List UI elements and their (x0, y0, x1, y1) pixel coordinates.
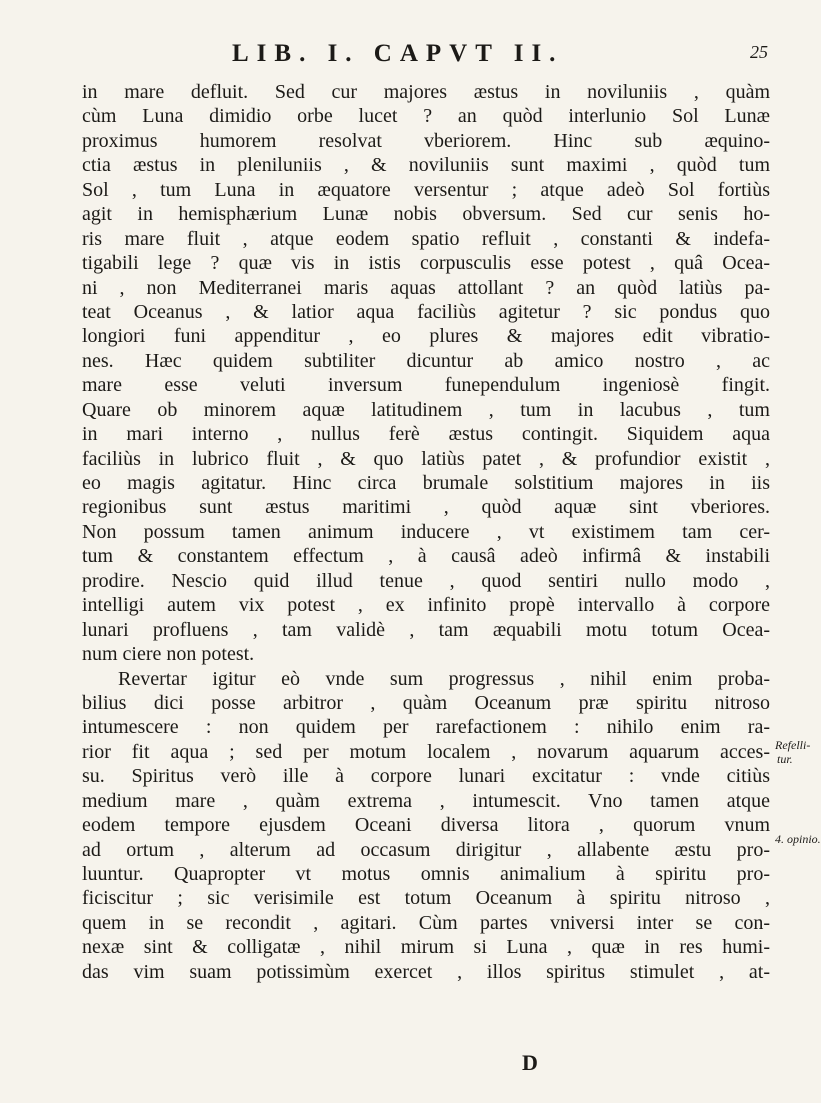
margin-note-refellitur: Refelli- (775, 738, 811, 752)
text-line: intelligi autem vix potest , ex infinito propè intervallo à corpore (82, 594, 770, 617)
text-line: ad ortum , alterum ad occasum dirigitur , allabente æstu pro- (82, 838, 770, 861)
text-line: ficiscitur ; sic verisimile est totum Oceanum à spiritu nitroso , (82, 887, 770, 910)
text-line: prodire. Nescio quid illud tenue , quod sentiri nullo modo , (82, 569, 770, 592)
page-number: 25 (750, 42, 768, 62)
text-line: Non possum tamen animum inducere , vt existimem tam cer- (82, 520, 770, 543)
text-line: nes. Hæc quidem subtiliter dicuntur ab amico nostro , ac (82, 349, 770, 372)
text-line: Revertar igitur eò vnde sum progressus , nihil enim proba- (118, 667, 770, 690)
text-line: cùm Luna dimidio orbe lucet ? an quòd interlunio Sol Lunæ (82, 105, 770, 128)
text-line: tigabili lege ? quæ vis in istis corpusculis esse potest , quâ Ocea- (82, 252, 770, 275)
text-line: nexæ sint & colligatæ , nihil mirum si Luna , quæ in res humi- (82, 936, 770, 959)
text-line: medium mare , quàm extrema , intumescit. Vno tamen atque (82, 789, 770, 812)
text-line: luuntur. Quapropter vt motus omnis animalium à spiritu pro- (82, 863, 770, 885)
text-line: bilius dici posse arbitror , quàm Oceanum præ spiritu nitroso (82, 691, 770, 714)
text-line: in mare defluit. Sed cur majores æstus in noviluniis , quàm (82, 81, 770, 103)
text-line: tum & constantem effectum , à causâ adeò infirmâ & instabili (82, 545, 770, 568)
text-line: lunari profluens , tam validè , tam æquabili motu totum Ocea- (82, 618, 770, 641)
text-line: das vim suam potissimùm exercet , illos spiritus stimulet , at- (82, 960, 770, 983)
text-line: su. Spiritus verò ille à corpore lunari excitatur : vnde citiùs (82, 765, 770, 788)
text-line: longiori funi appenditur , eo plures & majores edit vibratio- (82, 325, 770, 348)
text-line: ris mare fluit , atque eodem spatio refluit , constanti & indefa- (82, 227, 770, 250)
text-line: eodem tempore ejusdem Oceani diversa litora , quorum vnum (82, 814, 770, 837)
margin-note-opinio: 4. opinio. (775, 832, 821, 846)
signature-mark: D (522, 1050, 538, 1075)
text-line: quem in se recondit , agitari. Cùm partes vniversi inter se con- (82, 911, 770, 934)
text-line: mare esse veluti inversum funependulum ingeniosè fingit. (82, 374, 770, 397)
text-line: teat Oceanus , & latior aqua faciliùs agitetur ? sic pondus quo (82, 300, 770, 323)
text-line: num ciere non potest. (82, 643, 255, 666)
text-line: rior fit aqua ; sed per motum localem , novarum aquarum acces- (82, 740, 770, 763)
text-line: proximus humorem resolvat vberiorem. Hinc sub æquino- (82, 129, 770, 152)
running-head: LIB. I. CAPVT II. (232, 40, 564, 67)
text-line: Sol , tum Luna in æquatore versentur ; atque adeò Sol fortiùs (82, 178, 770, 201)
text-line: regionibus sunt æstus maritimi , quòd aquæ sint vberiores. (82, 496, 770, 519)
text-line: in mari interno , nullus ferè æstus contingit. Siquidem aqua (82, 423, 770, 446)
page-header (0, 40, 800, 70)
text-line: ni , non Mediterranei maris aquas attollant ? an quòd latiùs pa- (82, 276, 770, 299)
margin-note-refellitur-cont: tur. (777, 752, 793, 766)
text-line: Quare ob minorem aquæ latitudinem , tum in lacubus , tum (82, 398, 770, 421)
body-text (82, 80, 782, 984)
text-line: faciliùs in lubrico fluit , & quo latiùs patet , & profundior existit , (82, 447, 770, 470)
text-line: ctia æstus in pleniluniis , & noviluniis sunt maximi , quòd tum (82, 154, 770, 177)
text-line: agit in hemisphærium Lunæ nobis obversum. Sed cur senis ho- (82, 203, 770, 226)
text-line: intumescere : non quidem per rarefactionem : nihilo enim ra- (82, 716, 770, 739)
text-line: eo magis agitatur. Hinc circa brumale solstitium majores in iis (82, 472, 770, 494)
